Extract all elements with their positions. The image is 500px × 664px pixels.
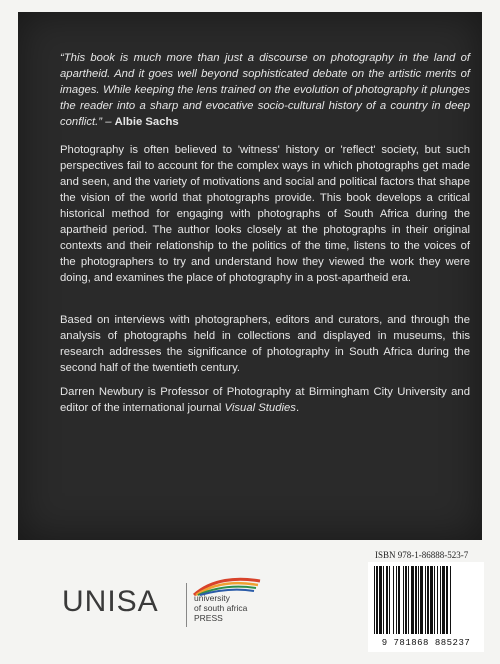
logo-divider: [186, 583, 187, 627]
unisa-press-logo: [62, 575, 302, 639]
endorsement-quote: [60, 50, 470, 130]
logo-line-university: university: [194, 593, 230, 603]
journal-title: Visual Studies: [224, 402, 296, 414]
barcode: [368, 562, 484, 652]
research-paragraph: Based on interviews with photographers, editors and curators, and through the analysis of photographs held in collections and displayed in museums, this research addresses the significance of photography in South Africa during the second half of the twentieth century.: [60, 314, 470, 374]
description-paragraph: Photography is often believed to 'witness' history or 'reflect' society, but such perspectives fail to account for the complex ways in which photographs get made and seen, and the variety of motivations and social and political factors that shape the vision of the world that photographs provide. This book develops a critical historical method for engaging with photographs of South Africa during the apartheid period. The author looks closely at the photographs in their original contexts and their relationship to the politics of the time, listens to the voices of the photographers to try and understand how they viewed the work they were doing, and examines the place of photography in a post-apartheid era.: [60, 144, 470, 284]
quote-author: Albie Sachs: [114, 116, 179, 128]
author-bio-text: Darren Newbury is Professor of Photography at Birmingham City University and editor of the international journal: [60, 386, 470, 414]
logo-line-south-africa: of south africa: [194, 603, 248, 613]
quote-text: “This book is much more than just a discourse on photography in the land of apartheid. And it goes well beyond sophisticated debate on the artistic merits of images. While keeping the lens trained on the evolution of photography it plunges the reader into a sharp and evocative socio-cultural history of a country in deep conflict.” –: [60, 52, 470, 128]
author-bio-end: .: [295, 402, 300, 414]
isbn-label: ISBN 978-1-86888-523-7: [375, 550, 469, 560]
barcode-bars: [368, 562, 484, 636]
logo-wordmark: UNISA: [62, 585, 159, 618]
logo-line-press: PRESS: [194, 613, 223, 623]
author-bio: [60, 384, 470, 416]
barcode-digits: 9 781868 885237: [381, 638, 471, 648]
logo-subtitle: [194, 593, 247, 623]
